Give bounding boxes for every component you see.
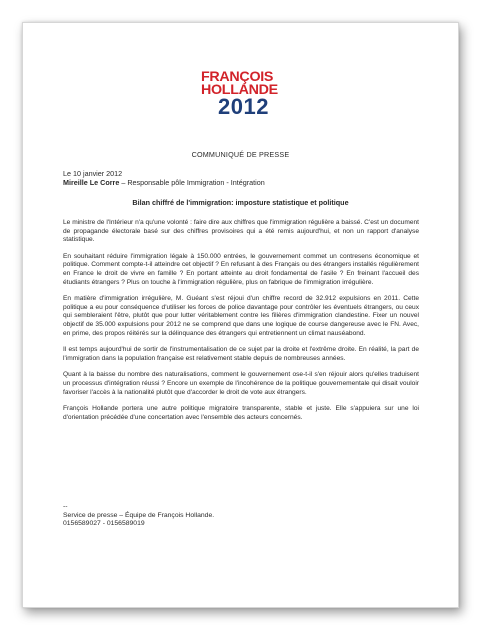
body-paragraph: En souhaitant réduire l'immigration légale à 150.000 entrées, le gouvernement commet un contresens économique et politique. Comment compte-t-il atteindre cet objectif ? En refusant à des Français ou des étrangers installés régulièrement en France le droit de vivre en famille ? En portant atteinte au droit fondamental de l'asile ? En freinant l'accueil des étudiants étrangers ? Plus on touche à l'immigration régulière, plus on fabrique de l'immigration irrégulière. [63,252,419,286]
press-service: Service de presse – Équipe de François Hollande. [63,511,215,519]
author-role: – Responsable pôle Immigration - Intégration [119,178,265,187]
footer-separator: -- [63,503,68,510]
press-release-sheet [22,22,459,608]
document-date: Le 10 janvier 2012 [63,169,123,178]
press-contact [63,503,423,529]
body-paragraph: Le ministre de l'Intérieur n'a qu'une volonté : faire dire aux chiffres que l'immigration régulière a baissé. C'est un document de propagande électorale basé sur des chiffres provisoires qui a été remis aujourd'hui, et non un rapport d'analyse statistique. [63,219,419,244]
body-paragraph: François Hollande portera une autre politique migratoire transparente, stable et juste. Elle s'appuiera sur une loi d'orientation précédée d'une concertation avec l'ensemble des acteurs concernés. [63,405,419,421]
campaign-logo [201,70,291,117]
document-meta [63,169,423,187]
logo-year: 2012 [218,94,269,119]
press-phones: 0156589027 - 0156589019 [63,520,145,528]
document-heading: COMMUNIQUÉ DE PRESSE [191,150,290,159]
document-body [63,219,419,430]
body-paragraph: Quant à la baisse du nombre des naturalisations, comment le gouvernement ose-t-il s'en réjouir alors qu'elles traduisent un processus d'intégration réussi ? Encore un exemple de l'incohérence de la politique gouvernementale qui disait vouloir favoriser l'accès à la nationalité plutôt que d'accorder le droit de vote aux étrangers. [63,371,419,396]
author-line [63,178,423,187]
document-title: Bilan chiffré de l'immigration: imposture statistique et politique [132,198,349,207]
logo-last-name: HOLLANDE [201,81,278,97]
logo-first-name: FRANÇOIS [201,68,274,84]
body-paragraph: Il est temps aujourd'hui de sortir de l'instrumentalisation de ce sujet par la droite et l'extrême droite. En réalité, la part de l'immigration dans la population française est relativement stable depuis de nombreuses années. [63,346,419,362]
body-paragraph: En matière d'immigration irrégulière, M. Guéant s'est réjoui d'un chiffre record de 32.912 expulsions en 2011. Cette politique a eu pour conséquence d'utiliser les forces de police davantage pour contrôler les éventuels étrangers, ou ceux qui sembleraient l'être, plutôt que pour lutter véritablement contre les filières d'immigration clandestine. Fixer un nouvel objectif de 35.000 expulsions pour 2012 ne se comprend que dans une logique de course dangereuse avec le FN. Avec, en prime, des propos réitérés sur la délinquance des étrangers qui entretiennent un climat nauséabond. [63,295,419,337]
author-name: Mireille Le Corre [63,178,120,187]
